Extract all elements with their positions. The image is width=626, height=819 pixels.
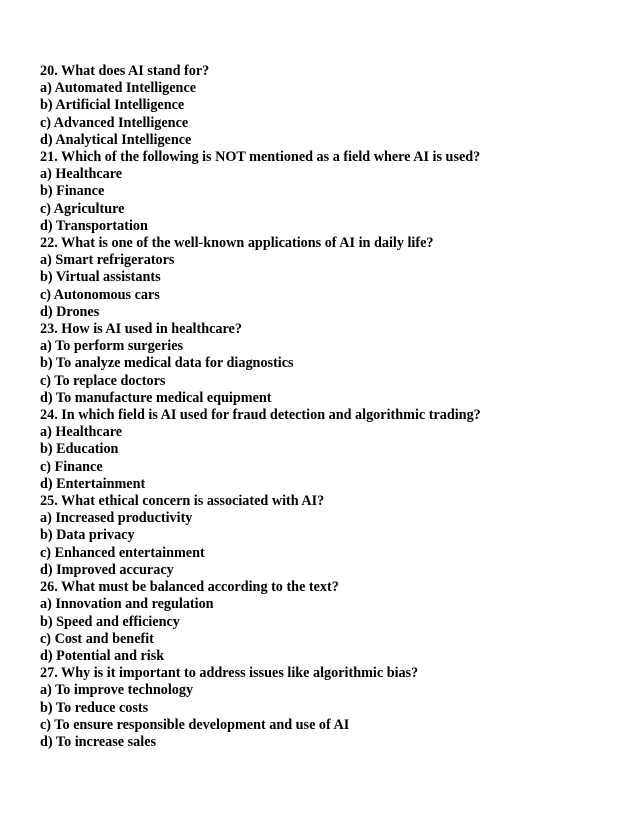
question-block xyxy=(40,579,600,665)
question-text: 23. How is AI used in healthcare? xyxy=(40,321,242,338)
question-block xyxy=(40,665,600,751)
answer-option: c) Enhanced entertainment xyxy=(40,544,205,561)
answer-option: d) Transportation xyxy=(40,217,148,234)
answer-option: b) Artificial Intelligence xyxy=(40,97,185,114)
answer-option: b) To analyze medical data for diagnostics xyxy=(40,355,294,372)
question-text: 25. What ethical concern is associated with AI? xyxy=(40,493,325,510)
answer-option: a) To perform surgeries xyxy=(40,338,184,355)
answer-option: c) Agriculture xyxy=(40,200,125,217)
answer-option: b) Virtual assistants xyxy=(40,269,161,286)
answer-option: d) To increase sales xyxy=(40,733,157,750)
answer-option: d) Entertainment xyxy=(40,475,146,492)
answer-option: a) Healthcare xyxy=(40,166,123,183)
answer-option: c) Finance xyxy=(40,458,103,475)
question-text: 22. What is one of the well-known applications of AI in daily life? xyxy=(40,235,434,252)
answer-option: d) Drones xyxy=(40,303,100,320)
answer-option: c) Advanced Intelligence xyxy=(40,114,189,131)
answer-option: b) To reduce costs xyxy=(40,699,149,716)
question-text: 26. What must be balanced according to the text? xyxy=(40,579,339,596)
answer-option: c) To ensure responsible development and use of AI xyxy=(40,716,350,733)
answer-option: d) Potential and risk xyxy=(40,647,165,664)
answer-option: b) Education xyxy=(40,441,119,458)
question-text: 24. In which field is AI used for fraud detection and algorithmic trading? xyxy=(40,407,481,424)
answer-option: a) Automated Intelligence xyxy=(40,80,197,97)
answer-option: c) To replace doctors xyxy=(40,372,166,389)
question-text: 27. Why is it important to address issues like algorithmic bias? xyxy=(40,665,419,682)
answer-option: a) To improve technology xyxy=(40,682,194,699)
answer-option: c) Cost and benefit xyxy=(40,630,154,647)
question-block xyxy=(40,235,600,321)
quiz-page xyxy=(40,63,600,751)
answer-option: a) Smart refrigerators xyxy=(40,252,175,269)
answer-option: a) Increased productivity xyxy=(40,510,193,527)
question-text: 21. Which of the following is NOT mentioned as a field where AI is used? xyxy=(40,149,481,166)
answer-option: d) Improved accuracy xyxy=(40,561,174,578)
question-block xyxy=(40,63,600,149)
answer-option: b) Finance xyxy=(40,183,105,200)
answer-option: d) To manufacture medical equipment xyxy=(40,389,272,406)
answer-option: b) Data privacy xyxy=(40,527,135,544)
question-block xyxy=(40,493,600,579)
question-block xyxy=(40,321,600,407)
question-block xyxy=(40,407,600,493)
question-block xyxy=(40,149,600,235)
question-text: 20. What does AI stand for? xyxy=(40,63,210,79)
answer-option: a) Healthcare xyxy=(40,424,123,441)
answer-option: b) Speed and efficiency xyxy=(40,613,180,630)
answer-option: d) Analytical Intelligence xyxy=(40,131,192,148)
answer-option: a) Innovation and regulation xyxy=(40,596,214,613)
answer-option: c) Autonomous cars xyxy=(40,286,160,303)
